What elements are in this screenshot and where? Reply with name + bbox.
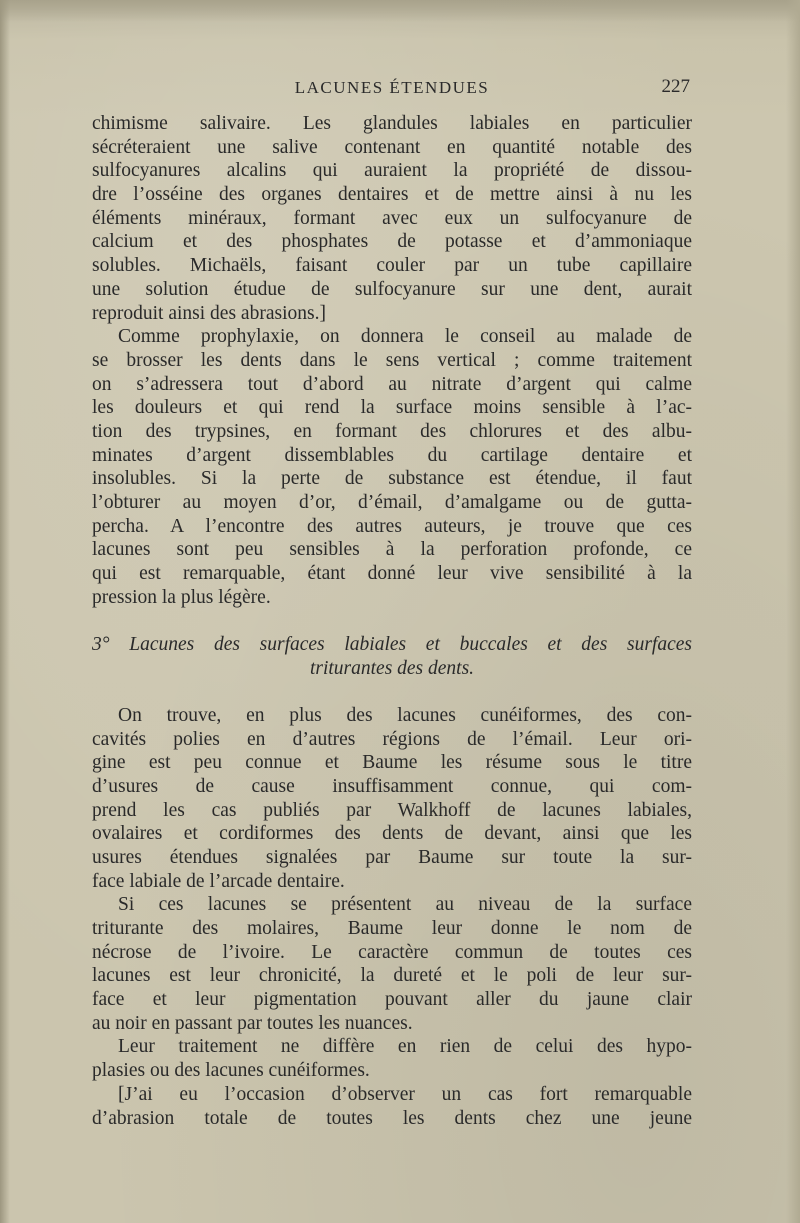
text-line: face et leur pigmentation pouvant aller du jaune clair: [92, 989, 692, 1011]
paragraph-3: [92, 704, 692, 894]
text-line: pression la plus légère.: [92, 586, 271, 608]
page-top-shadow: [0, 0, 800, 22]
page-number: 227: [661, 76, 690, 97]
text-line: une solution étudue de sulfocyanure sur une dent, aurait: [92, 278, 692, 300]
text-line: Leur traitement ne diffère en rien de celui des hypo-: [118, 1036, 692, 1058]
spacer: [92, 680, 692, 704]
text-line: Si ces lacunes se présentent au niveau de la surface: [118, 894, 692, 916]
text-line: d’usures de cause insuffisamment connue, qui com-: [92, 775, 692, 797]
text-line: solubles. Michaëls, faisant couler par un tube capillaire: [92, 255, 692, 277]
text-line: calcium et des phosphates de potasse et d’ammoniaque: [92, 231, 692, 253]
text-line: tion des trypsines, en formant des chlorures et des albu-: [92, 420, 692, 442]
text-line: gine est peu connue et Baume les résume sous le titre: [92, 752, 692, 774]
text-line: usures étendues signalées par Baume sur toute la sur-: [92, 846, 692, 868]
text-line: lacunes est leur chronicité, la dureté et le poli de leur sur-: [92, 965, 692, 987]
text-line: chimisme salivaire. Les glandules labiales en particulier: [92, 113, 692, 134]
section-heading-line: triturantes des dents.: [309, 657, 475, 679]
text-line: se brosser les dents dans le sens vertical ; comme traitement: [92, 349, 692, 371]
text-line: [J’ai eu l’occasion d’observer un cas fort remarquable: [118, 1083, 692, 1105]
text-line: prend les cas publiés par Walkhoff de lacunes labiales,: [92, 799, 692, 821]
text-line: sulfocyanures alcalins qui auraient la propriété de dissou-: [92, 160, 692, 182]
text-line: insolubles. Si la perte de substance est étendue, il faut: [92, 468, 692, 490]
text-line: les douleurs et qui rend la surface moins sensible à l’ac-: [92, 397, 692, 419]
text-line: reproduit ainsi des abrasions.]: [92, 302, 326, 324]
text-line: cavités polies en d’autres régions de l’émail. Leur ori-: [92, 728, 692, 750]
text-line: d’abrasion totale de toutes les dents chez une jeune: [92, 1107, 692, 1129]
text-line: lacunes sont peu sensibles à la perforation profonde, ce: [92, 539, 692, 561]
text-line: minates d’argent dissemblables du cartilage dentaire et: [92, 444, 692, 466]
text-line: face labiale de l’arcade dentaire.: [92, 870, 345, 892]
text-line: sécréteraient une salive contenant en quantité notable des: [92, 136, 692, 158]
paragraph-2: [92, 325, 692, 609]
body-text: [92, 112, 692, 1130]
paragraph-6: [92, 1083, 692, 1130]
text-line: ovalaires et cordiformes des dents de devant, ainsi que les: [92, 823, 692, 845]
paragraph-5: [92, 1035, 692, 1082]
spacer: [92, 609, 692, 633]
text-line: qui est remarquable, étant donné leur vive sensibilité à la: [92, 563, 692, 585]
text-line: Comme prophylaxie, on donnera le conseil au malade de: [118, 326, 692, 348]
paragraph-4: [92, 893, 692, 1035]
text-line: l’obturer au moyen d’or, d’émail, d’amalgame ou de gutta-: [92, 492, 692, 513]
text-line: plasies ou des lacunes cunéiformes.: [92, 1060, 370, 1082]
text-line: On trouve, en plus des lacunes cunéiformes, des con-: [118, 704, 692, 726]
text-line: on s’adressera tout d’abord au nitrate d’argent qui calme: [92, 373, 692, 395]
text-line: au noir en passant par toutes les nuances.: [92, 1012, 413, 1034]
running-head: LACUNES ÉTENDUES: [294, 78, 490, 97]
section-heading: [92, 633, 692, 680]
text-line: éléments minéraux, formant avec eux un sulfocyanure de: [92, 207, 692, 229]
page-header: [92, 78, 692, 102]
text-line: dre l’osséine des organes dentaires et de mettre ainsi à nu les: [92, 184, 692, 206]
paragraph-1: [92, 112, 692, 325]
page-right-shadow: [786, 0, 800, 1223]
page-left-shadow: [0, 0, 10, 1223]
text-line: triturante des molaires, Baume leur donne le nom de: [92, 918, 692, 939]
text-line: percha. A l’encontre des autres auteurs, je trouve que ces: [92, 515, 692, 537]
text-line: nécrose de l’ivoire. Le caractère commun de toutes ces: [92, 941, 692, 963]
section-heading-line: 3° Lacunes des surfaces labiales et buccales et des surfaces: [92, 633, 692, 655]
